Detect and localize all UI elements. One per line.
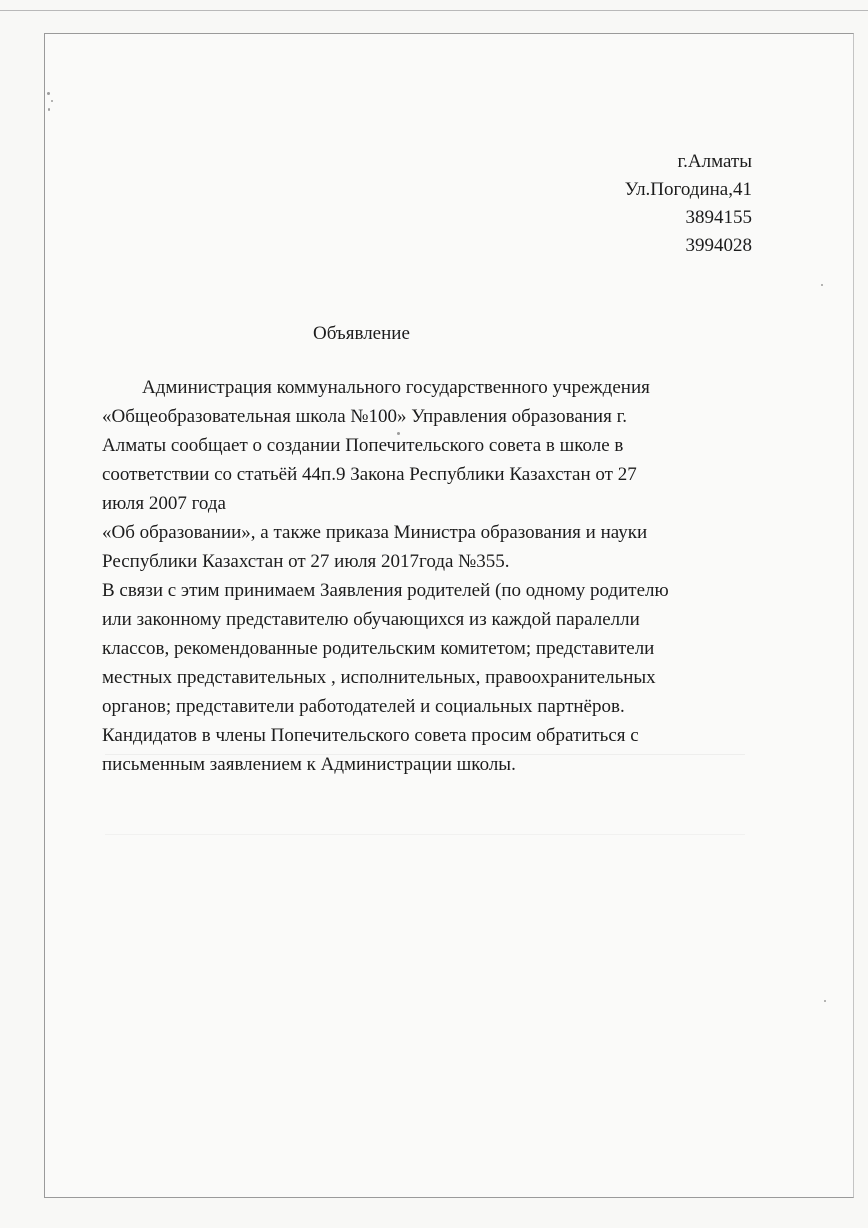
announcement-body (102, 373, 742, 779)
scan-faint-line (105, 834, 745, 835)
paragraph-line: Республики Казахстан от 27 июля 2017года №355. (102, 551, 510, 572)
scan-speck (47, 92, 50, 95)
scan-top-edge (0, 10, 868, 11)
scan-speck (821, 284, 823, 286)
paragraph-line: классов, рекомендованные родительским комитетом; представители (102, 638, 655, 659)
paragraph-line: июля 2007 года (102, 493, 226, 514)
document-title: Объявление (313, 323, 410, 344)
address-phone-2: 3994028 (685, 235, 752, 256)
paragraph-line: «Об образовании», а также приказа Министра образования и науки (102, 522, 648, 543)
scan-speck (824, 1000, 826, 1002)
paragraph-line: или законному представителю обучающихся из каждой паралелли (102, 609, 640, 630)
address-phone-1: 3894155 (685, 207, 752, 228)
paragraph-line: Администрация коммунального государственного учреждения (142, 377, 650, 398)
scan-speck (48, 108, 50, 111)
paragraph-line: Алматы сообщает о создании Попечительского совета в школе в (102, 435, 624, 456)
address-block (580, 148, 752, 260)
address-city: г.Алматы (677, 151, 752, 172)
paragraph-line: местных представительных , исполнительных, правоохранительных (102, 667, 656, 688)
paragraph-line: органов; представители работодателей и социальных партнёров. (102, 696, 625, 717)
address-street: Ул.Погодина,41 (624, 179, 752, 200)
paragraph-line: «Общеобразовательная школа №100» Управления образования г. (102, 406, 627, 427)
paragraph-line: соответствии со статьёй 44п.9 Закона Республики Казахстан от 27 (102, 464, 637, 485)
paragraph-line: В связи с этим принимаем Заявления родителей (по одному родителю (102, 580, 669, 601)
scan-speck (51, 100, 53, 102)
paragraph-line: письменным заявлением к Администрации школы. (102, 754, 516, 775)
paragraph-line: Кандидатов в члены Попечительского совета просим обратиться с (102, 725, 639, 746)
